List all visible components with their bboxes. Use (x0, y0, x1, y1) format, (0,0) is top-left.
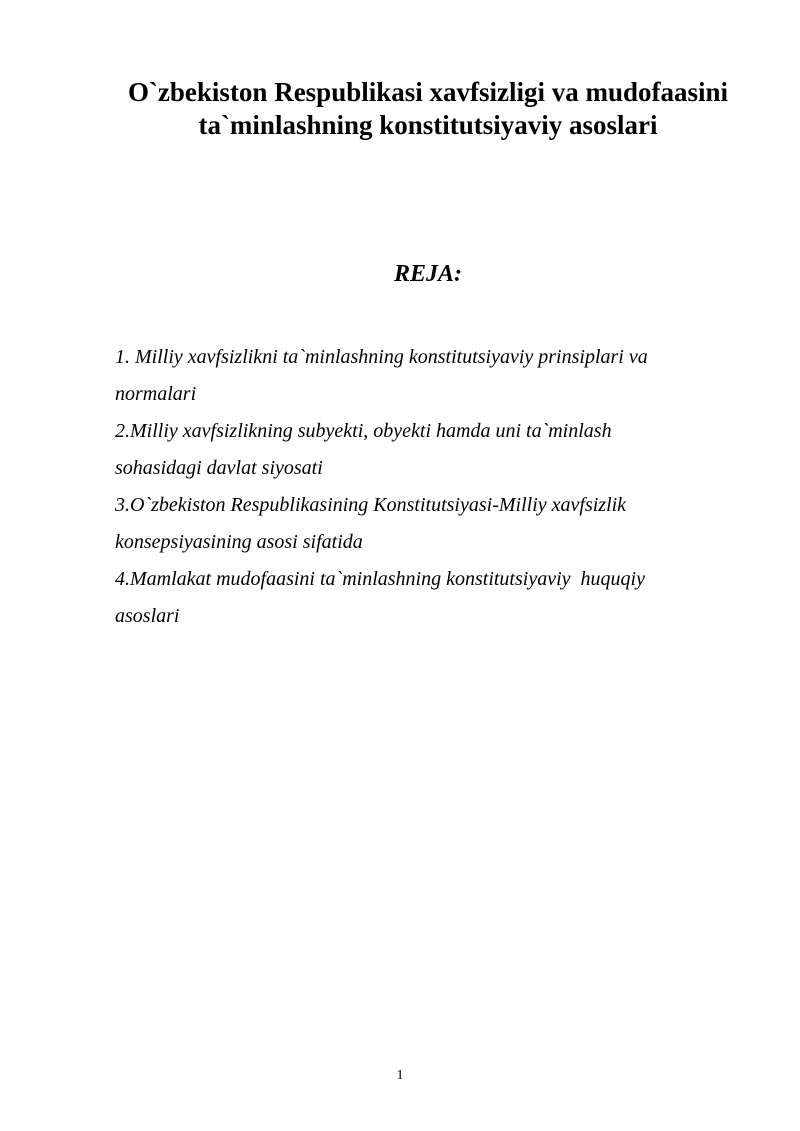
plan-item (115, 413, 715, 487)
plan-item-line: sohasidagi davlat siyosati (115, 457, 323, 479)
plan-item-line: 2.Milliy xavfsizlikning subyekti, obyekti hamda uni ta`minlash (115, 420, 612, 442)
plan-item (115, 487, 715, 561)
plan-heading: REJA: (393, 261, 462, 287)
document-title-line: ta`minlashning konstitutsiyaviy asoslari (198, 110, 658, 140)
plan-item-line: 1. Milliy xavfsizlikni ta`minlashning konstitutsiyaviy prinsiplari va (115, 346, 648, 368)
plan-item-line: normalari (115, 383, 197, 405)
plan-item-line: 3.O`zbekiston Respublikasining Konstitutsiyasi-Milliy xavfsizlik (115, 494, 627, 516)
plan-item (115, 561, 715, 635)
plan-item-line: konsepsiyasining asosi sifatida (115, 531, 363, 553)
plan-item-line: asoslari (115, 605, 180, 627)
plan-list (115, 339, 715, 635)
document-title (110, 76, 746, 142)
plan-item (115, 339, 715, 413)
page-number: 1 (396, 1068, 404, 1083)
plan-item-line: 4.Mamlakat mudofaasini ta`minlashning konstitutsiyaviy huquqiy (115, 568, 645, 590)
document-title-line: O`zbekiston Respublikasi xavfsizligi va mudofaasini (127, 77, 729, 107)
